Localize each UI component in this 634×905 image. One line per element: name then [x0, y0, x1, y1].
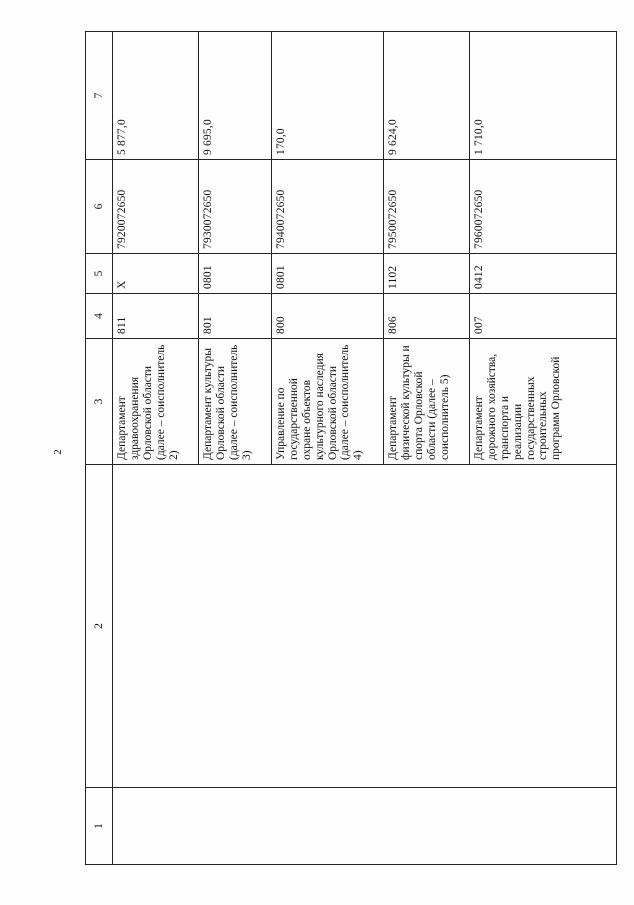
cell-target-article: 7950072650 [384, 160, 470, 254]
cell-amount: 9 624,0 [384, 32, 470, 160]
cell-amount: 5 877,0 [113, 32, 199, 160]
cell-target-article: 7940072650 [272, 160, 384, 254]
cell-code: 800 [272, 294, 384, 339]
cell-target-article: 7960072650 [470, 160, 617, 254]
cell-agency: Департамент здравоохранения Орловской области (далее – соисполнитель 2) [113, 339, 199, 465]
column-header-4: 4 [86, 294, 113, 339]
column-header-5: 5 [86, 254, 113, 294]
column-header-2: 2 [86, 465, 113, 788]
cell-code: 007 [470, 294, 617, 339]
cell-section: 1102 [384, 254, 470, 294]
cell-section: 0412 [470, 254, 617, 294]
column-header-1: 1 [86, 788, 113, 865]
cell-amount: 1 710,0 [470, 32, 617, 160]
cell-code: 806 [384, 294, 470, 339]
cell-col1-merged [113, 788, 617, 865]
cell-amount: 170,0 [272, 32, 384, 160]
column-header-3: 3 [86, 339, 113, 465]
column-number-row [86, 32, 113, 865]
cell-section: 0801 [272, 254, 384, 294]
cell-target-article: 7930072650 [199, 160, 272, 254]
column-header-7: 7 [86, 32, 113, 160]
cell-col2-merged [113, 465, 617, 788]
cell-code: 811 [113, 294, 199, 339]
cell-agency: Департамент физической культуры и спорта Орловской области (далее – соисполнитель 5) [384, 339, 470, 465]
page-number: 2 [51, 449, 64, 455]
cell-agency: Управление по государственной охране объектов культурного наследия Орловской области (далее – соисполнитель 4) [272, 339, 384, 465]
cell-agency: Департамент дорожного хозяйства, транспорта и реализации государственных строительных программ Орловской [470, 339, 617, 465]
column-header-6: 6 [86, 160, 113, 254]
cell-section: Х [113, 254, 199, 294]
cell-amount: 9 695,0 [199, 32, 272, 160]
table-row [113, 32, 199, 865]
cell-section: 0801 [199, 254, 272, 294]
budget-allocation-table [85, 31, 617, 865]
cell-agency: Департамент культуры Орловской области (далее – соисполнитель 3) [199, 339, 272, 465]
cell-code: 801 [199, 294, 272, 339]
cell-target-article: 7920072650 [113, 160, 199, 254]
